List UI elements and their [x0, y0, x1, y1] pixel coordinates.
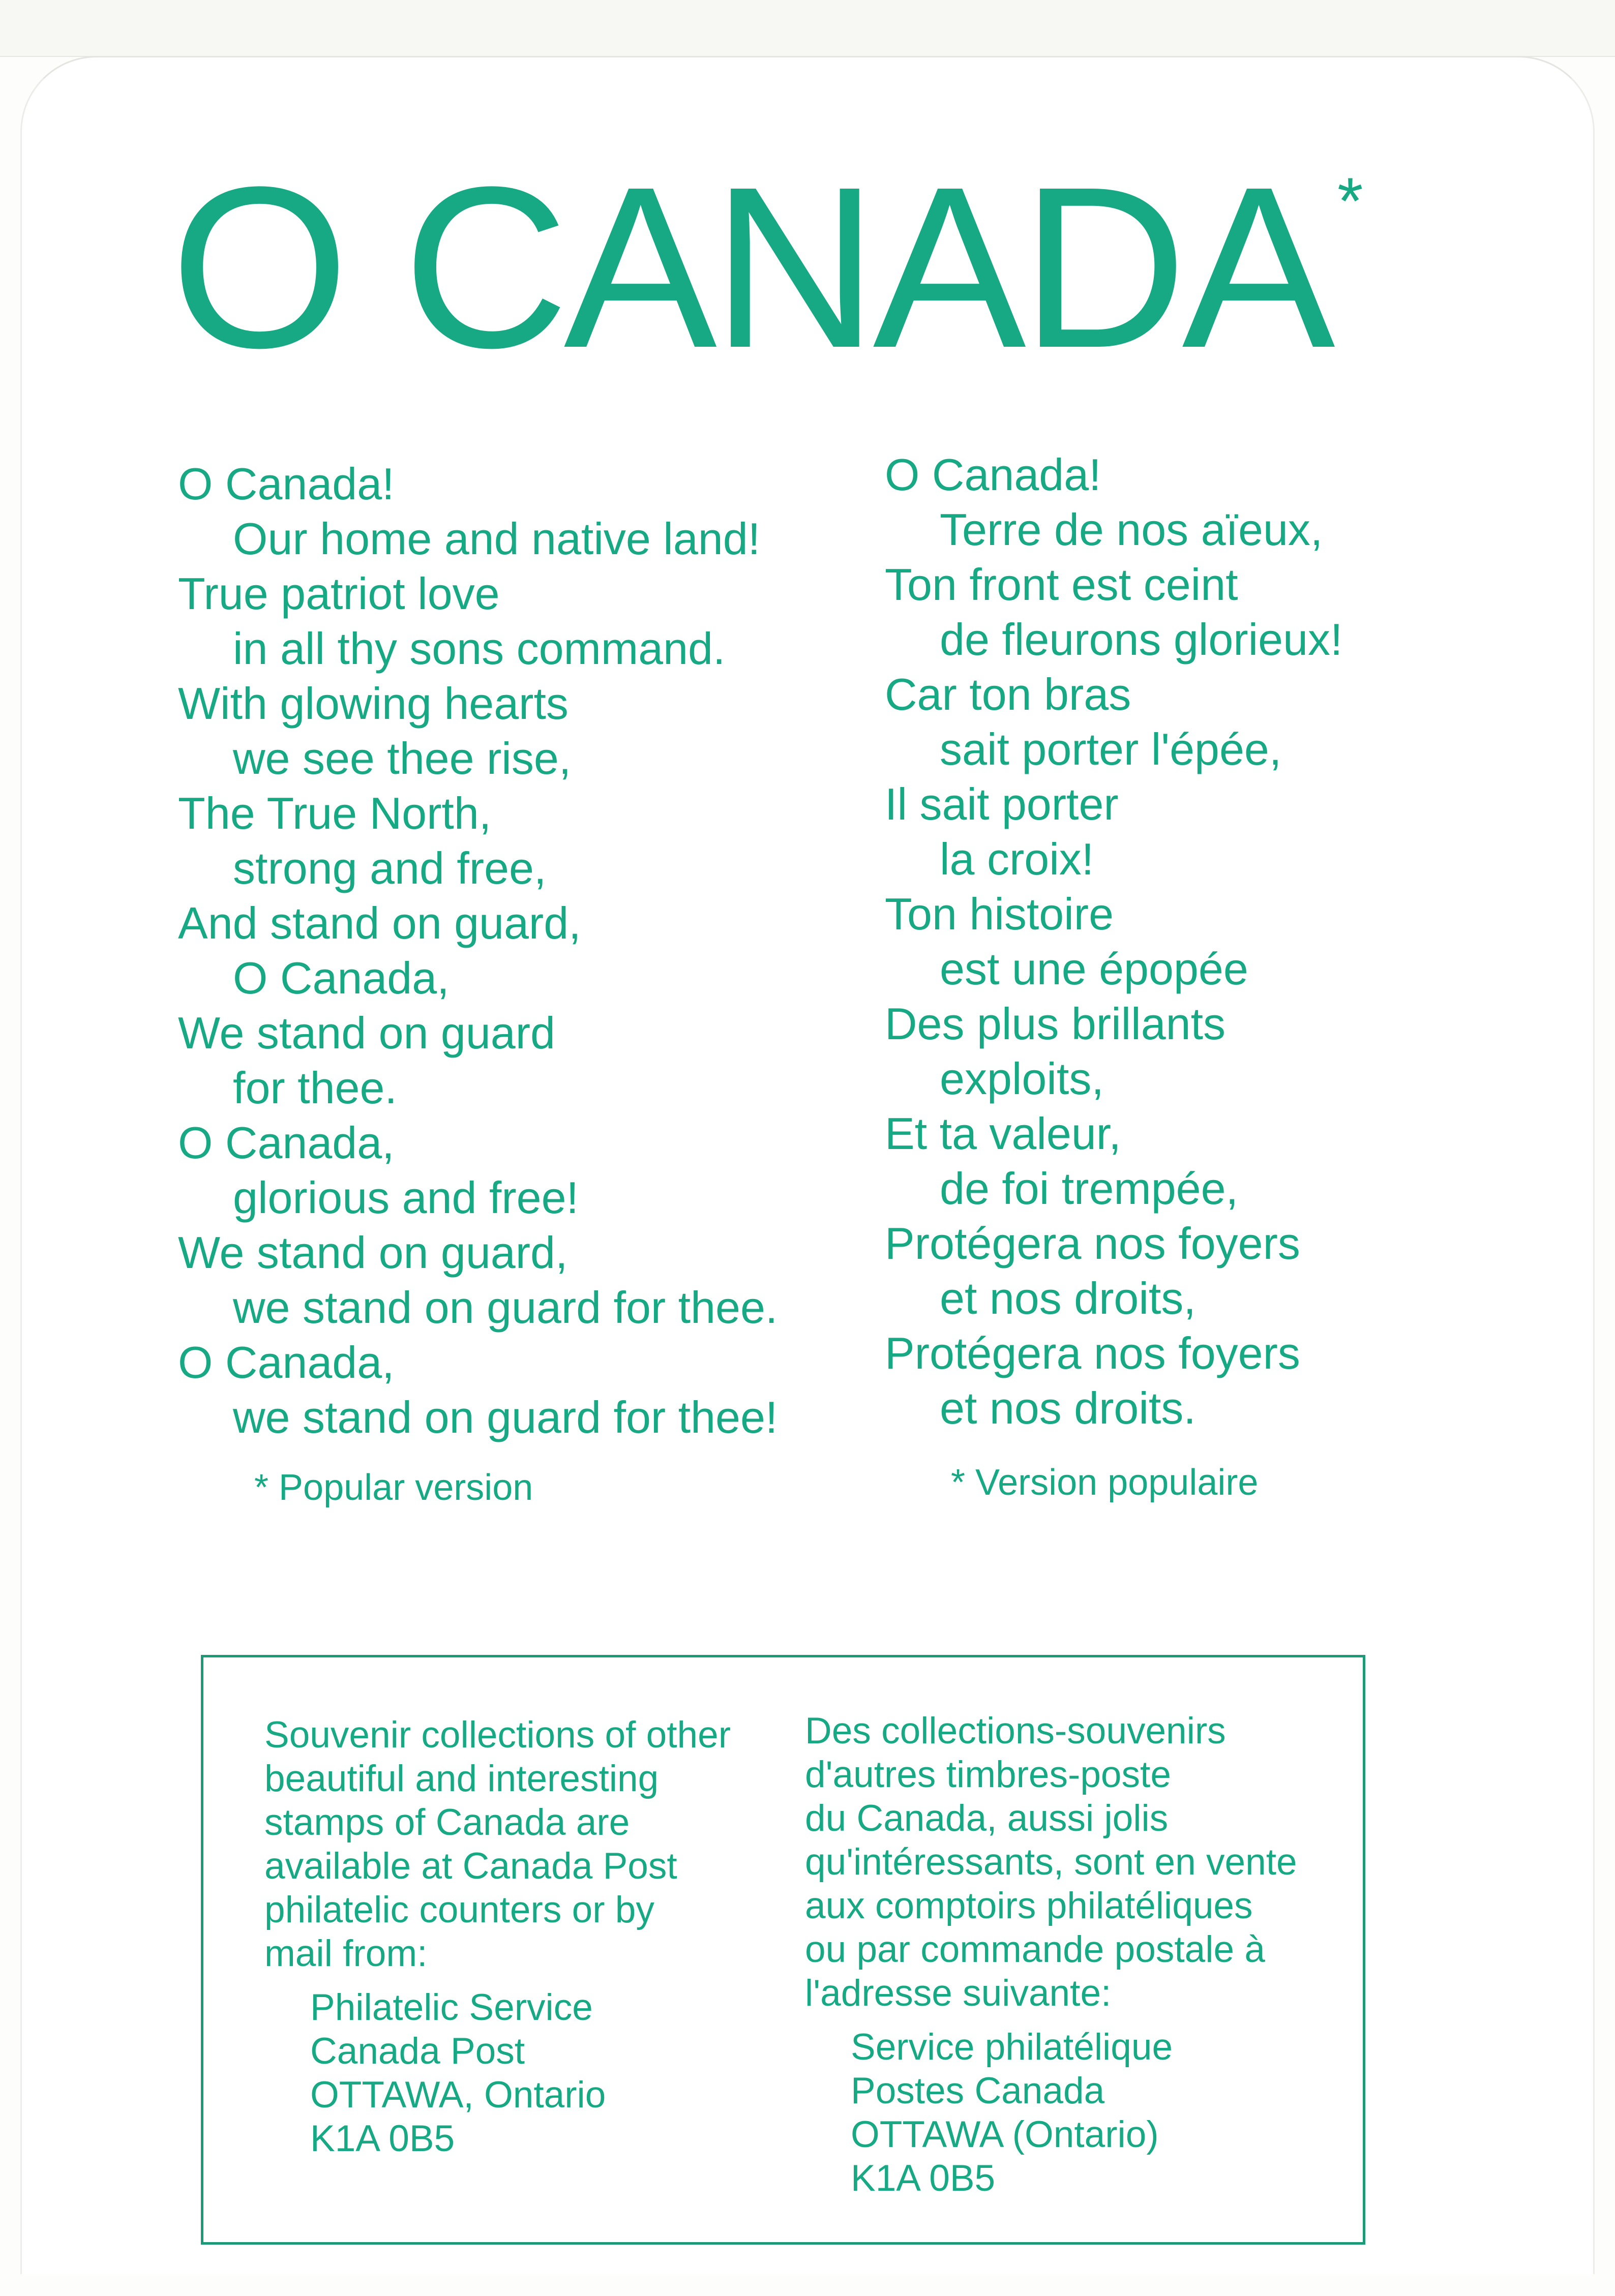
envelope-flap-edge — [0, 0, 1615, 57]
info-line: l'adresse suivante: — [805, 1973, 1112, 2014]
address-line: OTTAWA (Ontario) — [851, 2114, 1159, 2155]
lyric-line: est une épopée — [940, 944, 1248, 994]
lyric-line: de foi trempée, — [940, 1163, 1238, 1214]
lyric-line: Terre de nos aïeux, — [940, 504, 1323, 555]
lyric-line: we see thee rise, — [233, 733, 572, 783]
lyric-line: O Canada! — [885, 449, 1101, 500]
info-line: d'autres timbres-poste — [805, 1754, 1171, 1795]
lyric-line: for thee. — [233, 1063, 397, 1113]
english-lyrics — [178, 457, 777, 1445]
lyric-line: O Canada, — [178, 1337, 395, 1387]
info-line: available at Canada Post — [264, 1846, 677, 1887]
address-line: K1A 0B5 — [851, 2158, 996, 2199]
lyric-line: Protégera nos foyers — [885, 1328, 1300, 1378]
lyric-line: Car ton bras — [885, 669, 1131, 719]
french-lyrics — [885, 447, 1342, 1436]
address-line: K1A 0B5 — [310, 2118, 455, 2159]
page-title: O CANADA — [170, 139, 1330, 396]
lyric-line: glorious and free! — [233, 1172, 579, 1223]
lyric-line: Il sait porter — [885, 779, 1119, 829]
lyric-line: et nos droits, — [940, 1273, 1196, 1323]
address-line: Canada Post — [310, 2031, 525, 2072]
info-line: du Canada, aussi jolis — [805, 1798, 1169, 1839]
info-line: qu'intéressants, sont en vente — [805, 1841, 1297, 1883]
info-line: stamps of Canada are — [264, 1802, 630, 1843]
lyric-line: strong and free, — [233, 843, 547, 893]
info-line: beautiful and interesting — [264, 1758, 659, 1799]
lyric-line: Protégera nos foyers — [885, 1218, 1300, 1268]
lyric-line: Des plus brillants — [885, 999, 1226, 1049]
lyric-line: et nos droits. — [940, 1383, 1196, 1433]
lyric-line: Et ta valeur, — [885, 1108, 1121, 1159]
info-line: Souvenir collections of other — [264, 1714, 731, 1756]
lyric-line: True patriot love — [178, 568, 500, 619]
lyric-line: exploits, — [940, 1053, 1104, 1104]
info-line: ou par commande postale à — [805, 1929, 1265, 1970]
lyric-line: Ton histoire — [885, 889, 1114, 939]
info-line: mail from: — [264, 1933, 428, 1974]
lyric-line: With glowing hearts — [178, 678, 569, 729]
info-english — [264, 1713, 731, 2161]
info-line: philatelic counters or by — [264, 1889, 654, 1930]
lyric-line: We stand on guard — [178, 1008, 555, 1058]
lyric-line: de fleurons glorieux! — [940, 614, 1343, 664]
address-line: Service philatélique — [851, 2027, 1173, 2068]
lyric-line: O Canada, — [178, 1117, 395, 1168]
lyric-line: we stand on guard for thee. — [233, 1282, 778, 1333]
info-line: Des collections-souvenirs — [805, 1710, 1226, 1751]
address-line: Postes Canada — [851, 2070, 1105, 2111]
lyric-line: Our home and native land! — [233, 513, 761, 564]
lyric-line: And stand on guard, — [178, 898, 581, 948]
title-asterisk: * — [1337, 164, 1363, 238]
lyric-line: O Canada, — [233, 953, 450, 1003]
lyric-line: The True North, — [178, 788, 492, 838]
lyric-line: Ton front est ceint — [885, 559, 1238, 610]
english-footnote: * Popular version — [254, 1467, 533, 1508]
address-line: Philatelic Service — [310, 1987, 593, 2028]
address-line: OTTAWA, Ontario — [310, 2074, 606, 2116]
lyric-line: sait porter l'épée, — [940, 724, 1282, 774]
info-french — [805, 1709, 1297, 2200]
french-footnote: * Version populaire — [951, 1462, 1259, 1503]
lyric-line: in all thy sons command. — [233, 623, 726, 674]
lyric-line: we stand on guard for thee! — [233, 1392, 778, 1442]
lyric-line: O Canada! — [178, 459, 395, 509]
lyric-line: la croix! — [940, 834, 1094, 884]
info-line: aux comptoirs philatéliques — [805, 1885, 1253, 1926]
lyric-line: We stand on guard, — [178, 1227, 568, 1278]
